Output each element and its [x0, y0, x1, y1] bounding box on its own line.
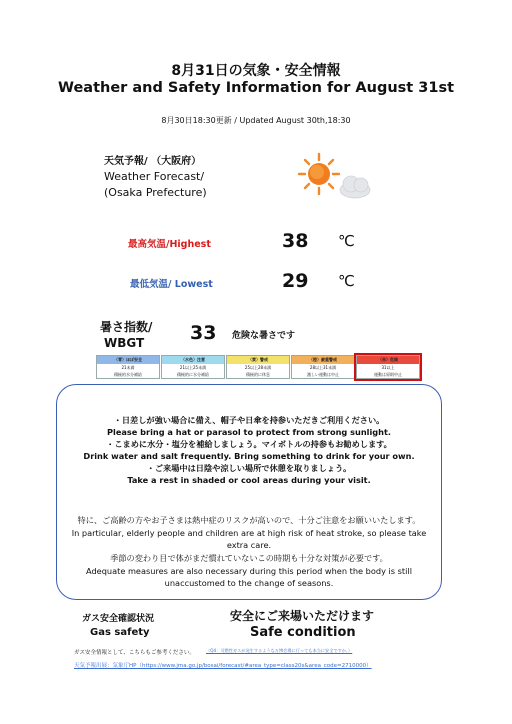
wbgt-level-advice: 運動は原則中止 [374, 372, 402, 377]
wbgt-level-head: （水色）注意 [162, 356, 224, 364]
advice-line: Take a rest in shaded or cool areas during your visit. [127, 475, 371, 485]
caution-line: extra care. [226, 540, 272, 550]
sun-behind-cloud-icon [293, 152, 375, 202]
caution-line: Adequate measures are also necessary during this period when the body is still [86, 566, 412, 576]
wbgt-level-range: 31以上 [381, 365, 395, 370]
wbgt-level-lightblue [161, 355, 225, 379]
wbgt-level-range: 25以上28未満 [244, 365, 272, 370]
advice-line: ・こまめに水分・塩分を補給しましょう。マイボトルの持参もお勧めします。 [106, 439, 392, 449]
forecast-label-jp: 天気予報/ （大阪府） [104, 156, 202, 167]
updated-timestamp: 8月30日18:30更新 / Updated August 30th,18:30 [161, 116, 351, 125]
wbgt-level-head: （青）ほぼ安全 [97, 356, 159, 364]
page-title-en: Weather and Safety Information for August 31st [57, 80, 455, 96]
wbgt-level-head: （赤）危険 [357, 356, 419, 364]
wbgt-level-range: 21以上25未満 [179, 365, 207, 370]
gas-safety-label-jp: ガス安全確認状況 [82, 614, 155, 624]
low-temp-value: 29 [282, 270, 309, 292]
advice-line: Drink water and salt frequently. Bring something to drink for your own. [83, 451, 415, 461]
low-temp-unit: ℃ [338, 272, 355, 290]
wbgt-message: 危険な暑さです [232, 331, 296, 341]
wbgt-label-jp: 暑さ指数/ [100, 320, 153, 334]
wbgt-level-head: （橙）厳重警戒 [292, 356, 354, 364]
caution-line: 特に、ご高齢の方やお子さまは熱中症のリスクが高いので、十分ご注意をお願いいたします。 [77, 515, 421, 525]
wbgt-level-advice: 積極的に休息 [246, 372, 270, 377]
forecast-region-en: (Osaka Prefecture) [104, 186, 207, 199]
wbgt-level-yellow [226, 355, 290, 379]
wbgt-value: 33 [190, 322, 217, 344]
gas-reference-note: ガス安全情報として、こちらもご参考ください。 [74, 650, 195, 656]
advice-line: ・ご来場中は日陰や涼しい場所で休憩を取りましょう。 [146, 463, 352, 473]
wbgt-level-head: （黄）警戒 [227, 356, 289, 364]
low-temp-label: 最低気温/ Lowest [130, 279, 213, 290]
wbgt-level-range: 21未満 [121, 365, 135, 370]
wbgt-label-en: WBGT [104, 336, 145, 350]
wbgt-level-advice: 積極的水分補給 [114, 372, 142, 377]
caution-line: 季節の変わり目で体がまだ慣れていないこの時期も十分な対策が必要です。 [110, 553, 388, 563]
gas-safety-label-en: Gas safety [90, 627, 150, 638]
caution-line: unaccustomed to the change of seasons. [164, 578, 334, 588]
gas-status-jp: 安全にご来場いただけます [230, 609, 375, 623]
high-temp-label: 最高気温/Highest [128, 239, 211, 250]
high-temp-unit: ℃ [338, 232, 355, 250]
page-title-jp: 8月31日の気象・安全情報 [171, 63, 341, 79]
gas-status-en: Safe condition [250, 625, 356, 640]
wbgt-level-advice: 激しい運動は中止 [307, 372, 339, 377]
forecast-label-en: Weather Forecast/ [104, 170, 205, 183]
caution-line: In particular, elderly people and children are at high risk of heat stroke, so please take [71, 528, 427, 538]
wbgt-level-red [356, 355, 420, 379]
gas-faq-link[interactable]: （Q4：可燃性ガスが発生するような万博会場に行っても本当に安全ですか。） [206, 648, 353, 653]
wbgt-level-blue [96, 355, 160, 379]
wbgt-level-range: 28以上31未満 [309, 365, 337, 370]
forecast-source-link[interactable]: 天気予報出展：気象庁HP（https://www.jma.go.jp/bosai/forecast/#area_type=class20s&area_code=2710000） [74, 663, 372, 669]
wbgt-level-orange [291, 355, 355, 379]
advice-line: ・日差しが強い場合に備え、帽子や日傘を持参いただきご利用ください。 [113, 415, 385, 425]
advice-line: Please bring a hat or parasol to protect from strong sunlight. [107, 427, 391, 437]
wbgt-level-advice: 積極的に水分補給 [177, 372, 209, 377]
high-temp-value: 38 [282, 230, 309, 252]
